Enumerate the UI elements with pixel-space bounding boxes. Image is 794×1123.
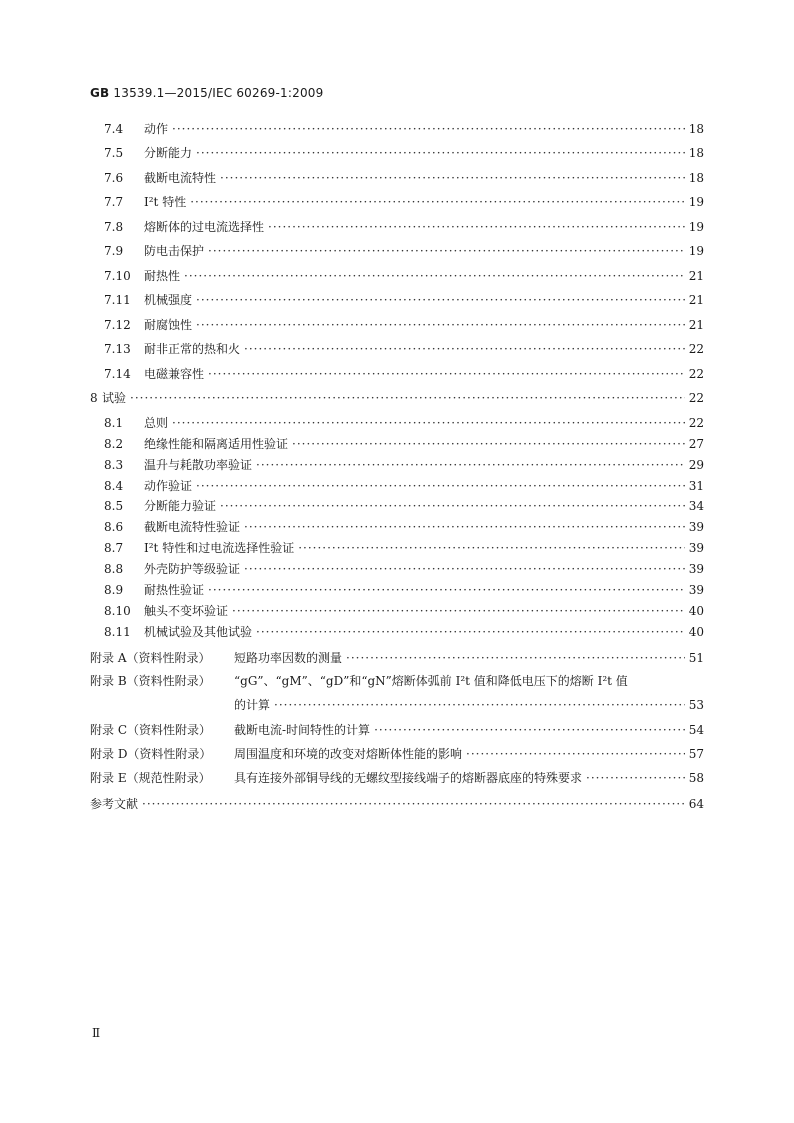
toc-entry-7-12[interactable]: 7.12 耐腐蚀性 ····· 21 — [104, 317, 704, 333]
leader-dots — [256, 624, 685, 640]
page-number: 21 — [688, 318, 704, 332]
document-header — [90, 86, 323, 100]
page-number: 21 — [688, 293, 704, 307]
leader-dots — [244, 519, 685, 535]
leader-dots — [196, 292, 685, 308]
toc-entry-appendix-d[interactable]: 附录 D（资料性附录） 周围温度和环境的改变对熔断体性能的影响 ····· 57 — [90, 746, 704, 762]
toc-entry-8-1[interactable]: 8.1 总则 ····· 22 — [104, 415, 704, 431]
page-number: 22 — [688, 416, 704, 430]
page-number: 18 — [688, 122, 704, 136]
leader-dots — [274, 697, 685, 713]
leader-dots — [208, 582, 685, 598]
toc-entry-7-6[interactable]: 7.6 截断电流特性 ····· 18 — [104, 170, 704, 186]
toc-entry-7-9[interactable]: 7.9 防电击保护 ····· 19 — [104, 243, 704, 259]
leader-dots — [172, 121, 685, 137]
leader-dots — [172, 415, 685, 431]
toc-entry-8-3[interactable]: 8.3 温升与耗散功率验证 ····· 29 — [104, 457, 704, 473]
leader-dots — [466, 746, 685, 762]
page-number: 19 — [688, 195, 704, 209]
toc-entry-bibliography[interactable]: 参考文献 ····· 64 — [90, 796, 704, 812]
page-number: 39 — [688, 541, 704, 555]
leader-dots — [196, 478, 685, 494]
toc-entry-7-5[interactable]: 7.5 分断能力 ····· 18 — [104, 145, 704, 161]
toc-entry-7-13[interactable]: 7.13 耐非正常的热和火 ····· 22 — [104, 341, 704, 357]
page-number: 58 — [688, 771, 704, 785]
toc-entry-8-10[interactable]: 8.10 触头不变坏验证 ····· 40 — [104, 603, 704, 619]
leader-dots — [256, 457, 685, 473]
page-number: 18 — [688, 171, 704, 185]
page-number: 31 — [688, 479, 704, 493]
toc-entry-8-9[interactable]: 8.9 耐热性验证 ····· 39 — [104, 582, 704, 598]
toc-entry-appendix-a[interactable]: 附录 A（资料性附录） 短路功率因数的测量 ····· 51 — [90, 650, 704, 666]
toc-entry-7-7[interactable]: 7.7 I²t 特性 ····· 19 — [104, 194, 704, 210]
leader-dots — [142, 796, 685, 812]
toc-entry-appendix-b-cont[interactable]: 的计算 ····· 53 — [234, 697, 704, 713]
toc-entry-7-4[interactable]: 7.4 动作 ····· 18 — [104, 121, 704, 137]
toc-entry-8-4[interactable]: 8.4 动作验证 ····· 31 — [104, 478, 704, 494]
leader-dots — [298, 540, 685, 556]
page-number: 18 — [688, 146, 704, 160]
leader-dots — [196, 317, 685, 333]
page-number: 27 — [688, 437, 704, 451]
toc-entry-appendix-b[interactable]: 附录 B（资料性附录） “gG”、“gM”、“gD”和“gN”熔断体弧前 I²t 值和降低电压下的熔断 I²t 值 — [90, 674, 628, 688]
page-number: 22 — [688, 342, 704, 356]
standard-code: 13539.1—2015/IEC 60269-1:2009 — [109, 86, 324, 100]
page-number: 54 — [688, 723, 704, 737]
toc-entry-8-2[interactable]: 8.2 绝缘性能和隔离适用性验证 ····· 27 — [104, 436, 704, 452]
toc-entry-appendix-c[interactable]: 附录 C（资料性附录） 截断电流-时间特性的计算 ····· 54 — [90, 722, 704, 738]
leader-dots — [374, 722, 685, 738]
toc-entry-8-5[interactable]: 8.5 分断能力验证 ····· 34 — [104, 498, 704, 514]
leader-dots — [268, 219, 685, 235]
page-number: 40 — [688, 604, 704, 618]
page-number: 22 — [688, 391, 704, 405]
leader-dots — [244, 341, 685, 357]
toc-entry-7-8[interactable]: 7.8 熔断体的过电流选择性 ····· 19 — [104, 219, 704, 235]
leader-dots — [130, 390, 685, 406]
leader-dots — [346, 650, 685, 666]
page-number: 53 — [688, 698, 704, 712]
page-number: 57 — [688, 747, 704, 761]
leader-dots — [586, 770, 685, 786]
leader-dots — [220, 498, 685, 514]
leader-dots — [220, 170, 685, 186]
leader-dots — [196, 145, 685, 161]
page-number: 51 — [688, 651, 704, 665]
leader-dots — [184, 268, 685, 284]
standard-prefix: GB — [90, 86, 110, 100]
toc-entry-appendix-e[interactable]: 附录 E（规范性附录） 具有连接外部铜导线的无螺纹型接线端子的熔断器底座的特殊要求 ····· 58 — [90, 770, 704, 786]
page-number: 29 — [688, 458, 704, 472]
leader-dots — [244, 561, 685, 577]
page-number: 22 — [688, 367, 704, 381]
page-number: 34 — [688, 499, 704, 513]
page-number-footer: Ⅱ — [92, 1026, 101, 1040]
leader-dots — [208, 366, 685, 382]
toc-entry-7-10[interactable]: 7.10 耐热性 ····· 21 — [104, 268, 704, 284]
toc-entry-8[interactable]: 8 试验 ····· 22 — [90, 390, 704, 406]
toc-entry-7-11[interactable]: 7.11 机械强度 ····· 21 — [104, 292, 704, 308]
toc-entry-8-8[interactable]: 8.8 外壳防护等级验证 ····· 39 — [104, 561, 704, 577]
page-number: 39 — [688, 520, 704, 534]
leader-dots — [208, 243, 685, 259]
page-number: 39 — [688, 562, 704, 576]
toc-entry-8-11[interactable]: 8.11 机械试验及其他试验 ····· 40 — [104, 624, 704, 640]
page-number: 19 — [688, 244, 704, 258]
page-number: 39 — [688, 583, 704, 597]
page-number: 19 — [688, 220, 704, 234]
leader-dots — [190, 194, 685, 210]
page-number: 40 — [688, 625, 704, 639]
page-number: 21 — [688, 269, 704, 283]
leader-dots — [292, 436, 685, 452]
toc-entry-8-7[interactable]: 8.7 I²t 特性和过电流选择性验证 ····· 39 — [104, 540, 704, 556]
page-number: 64 — [688, 797, 704, 811]
leader-dots — [232, 603, 685, 619]
toc-entry-7-14[interactable]: 7.14 电磁兼容性 ····· 22 — [104, 366, 704, 382]
toc-entry-8-6[interactable]: 8.6 截断电流特性验证 ····· 39 — [104, 519, 704, 535]
